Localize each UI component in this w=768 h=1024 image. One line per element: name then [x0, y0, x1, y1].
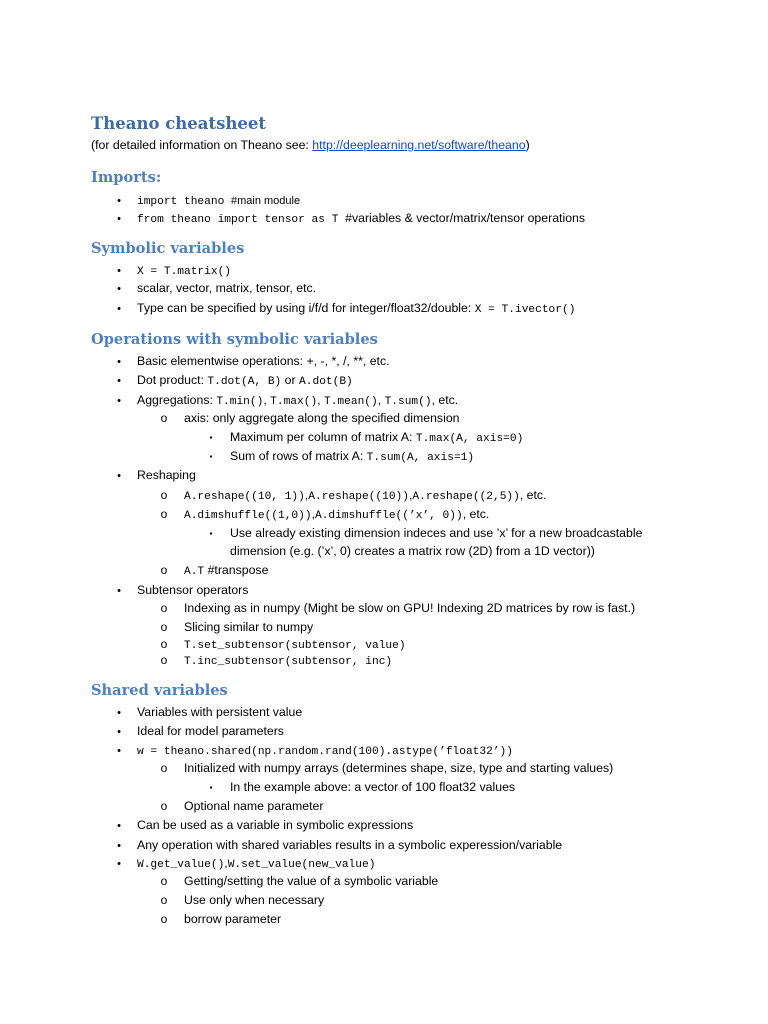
- bullet-level2: o: [160, 912, 168, 926]
- item-text: Sum of rows of matrix A:: [230, 449, 367, 463]
- list-item-inc-subtensor: [184, 652, 392, 670]
- bullet-level2: o: [160, 620, 168, 634]
- bullet-level2: o: [160, 761, 168, 775]
- list-item-sum-rows: [230, 448, 474, 466]
- list-item-any-operation: Any operation with shared variables results in a symbolic experession/variable: [137, 838, 563, 852]
- bullet-level2: o: [160, 601, 168, 615]
- bullet-level2: o: [160, 488, 168, 502]
- section-heading-operations: Operations with symbolic variables: [91, 331, 378, 348]
- list-item-get-set-value: [137, 855, 375, 873]
- separator: ,: [409, 488, 413, 502]
- item-text: , etc.: [462, 507, 490, 521]
- bullet-level1: •: [117, 265, 121, 277]
- list-item-name-param: Optional name parameter: [184, 799, 324, 813]
- list-item-reshape: [184, 487, 547, 505]
- list-item-symbolic-expressions: Can be used as a variable in symbolic expressions: [137, 818, 414, 832]
- item-text: #transpose: [204, 563, 269, 577]
- subtitle-suffix: ): [525, 138, 530, 152]
- bullet-level1: •: [117, 283, 121, 295]
- item-text: , etc.: [431, 393, 459, 407]
- theano-docs-link[interactable]: http://deeplearning.net/software/theano: [312, 138, 526, 152]
- item-text: #main module: [231, 195, 301, 207]
- section-heading-shared-variables: Shared variables: [91, 682, 228, 699]
- bullet-level1: •: [117, 395, 121, 407]
- list-item-slicing: Slicing similar to numpy: [184, 620, 314, 634]
- bullet-level2: o: [160, 563, 168, 577]
- bullet-level1: •: [117, 858, 121, 870]
- bullet-level1: •: [117, 585, 121, 597]
- code-snippet: A.reshape((10)): [308, 491, 409, 503]
- list-item-types: scalar, vector, matrix, tensor, etc.: [137, 281, 317, 295]
- code-snippet: T.sum(): [384, 396, 432, 408]
- list-item-transpose: [184, 562, 268, 580]
- bullet-level1: •: [117, 820, 121, 832]
- bullet-level2: o: [160, 799, 168, 813]
- code-snippet: A.dimshuffle((’x’, 0)): [314, 510, 463, 522]
- list-item-borrow: borrow parameter: [184, 912, 282, 926]
- list-item-axis: axis: only aggregate along the specified dimension: [184, 411, 460, 425]
- code-snippet: T.set_subtensor(subtensor, value): [184, 640, 406, 652]
- code-snippet: T.dot(A, B): [207, 376, 282, 388]
- code-snippet: T.inc_subtensor(subtensor, inc): [184, 656, 393, 668]
- bullet-level3: ▪: [209, 529, 213, 538]
- bullet-level2: o: [160, 507, 168, 521]
- list-item-shared-def: [137, 742, 513, 760]
- list-item-type-spec: [137, 300, 575, 318]
- section-heading-imports: Imports:: [91, 169, 162, 186]
- bullet-level1: •: [117, 745, 121, 757]
- subtitle-prefix: (for detailed information on Theano see:: [91, 138, 313, 152]
- bullet-level3: ▪: [209, 433, 213, 442]
- code-snippet: W.get_value(): [137, 859, 225, 871]
- list-item-example: In the example above: a vector of 100 float32 values: [230, 780, 516, 794]
- list-item-import-theano: [137, 192, 300, 210]
- code-snippet: A.reshape((10, 1)): [184, 491, 305, 503]
- list-item-aggregations: [137, 392, 458, 410]
- bullet-level1: •: [117, 707, 121, 719]
- separator: ,: [304, 488, 309, 502]
- bullet-level1: •: [117, 470, 121, 482]
- separator: ,: [263, 393, 271, 407]
- list-item-dimshuffle-note: Use already existing dimension indeces and use ’x’ for a new broadcastable: [230, 526, 643, 540]
- section-heading-symbolic-variables: Symbolic variables: [91, 240, 245, 257]
- list-item-max-column: [230, 429, 523, 447]
- bullet-level1: •: [117, 840, 121, 852]
- bullet-level2: o: [160, 874, 168, 888]
- list-item-persistent: Variables with persistent value: [137, 705, 303, 719]
- bullet-level3: ▪: [209, 452, 213, 461]
- separator: ,: [311, 507, 315, 521]
- item-text: Aggregations:: [137, 393, 217, 407]
- bullet-level1: •: [117, 195, 121, 207]
- code-snippet: w = theano.shared(np.random.rand(100).astype(’float32’)): [137, 746, 513, 758]
- page-title: Theano cheatsheet: [91, 114, 266, 133]
- list-item-dimshuffle-note-cont: dimension (e.g. (’x’, 0) creates a matrix row (2D) from a 1D vector)): [230, 544, 595, 558]
- separator: ,: [377, 393, 385, 407]
- list-item-elementwise: Basic elementwise operations: +, -, *, /, **, etc.: [137, 354, 390, 368]
- bullet-level2: o: [160, 653, 168, 667]
- code-snippet: T.mean(): [324, 396, 378, 408]
- code-snippet: T.min(): [216, 396, 264, 408]
- list-item-matrix: [137, 262, 231, 280]
- code-snippet: A.T: [184, 566, 205, 578]
- item-text: , etc.: [519, 488, 547, 502]
- item-text: Type can be specified by using i/f/d for integer/float32/double:: [137, 301, 475, 315]
- code-snippet: T.max(A, axis=0): [415, 433, 524, 445]
- list-item-dot-product: [137, 372, 353, 390]
- item-text: #variables & vector/matrix/tensor operations: [345, 211, 586, 225]
- code-snippet: import theano: [137, 196, 231, 208]
- list-item-reshaping: Reshaping: [137, 468, 196, 482]
- item-text: Maximum per column of matrix A:: [230, 430, 416, 444]
- bullet-level2: o: [160, 637, 168, 651]
- bullet-level1: •: [117, 356, 121, 368]
- bullet-level3: ▪: [209, 783, 213, 792]
- bullet-level2: o: [160, 893, 168, 907]
- bullet-level1: •: [117, 303, 121, 315]
- list-item-dimshuffle: [184, 506, 489, 524]
- code-snippet: W.set_value(new_value): [227, 859, 376, 871]
- list-item-initialized: Initialized with numpy arrays (determines shape, size, type and starting values): [184, 761, 614, 775]
- list-item-indexing: Indexing as in numpy (Might be slow on GPU! Indexing 2D matrices by row is fast.): [184, 601, 636, 615]
- code-snippet: X = T.matrix(): [137, 266, 231, 278]
- code-snippet: T.max(): [270, 396, 318, 408]
- code-snippet: X = T.ivector(): [474, 304, 576, 316]
- bullet-level1: •: [117, 375, 121, 387]
- item-text: Dot product:: [137, 373, 208, 387]
- list-item-import-tensor: [137, 210, 585, 228]
- list-item-model-params: Ideal for model parameters: [137, 724, 284, 738]
- separator: ,: [224, 856, 228, 870]
- list-item-getting-setting: Getting/setting the value of a symbolic variable: [184, 874, 439, 888]
- list-item-subtensor: Subtensor operators: [137, 583, 249, 597]
- subtitle: [91, 138, 530, 152]
- bullet-level2: o: [160, 411, 168, 425]
- code-snippet: A.dot(B): [299, 376, 353, 388]
- bullet-level1: •: [117, 726, 121, 738]
- code-snippet: A.dimshuffle((1,0)): [184, 510, 312, 522]
- code-snippet: T.sum(A, axis=1): [366, 452, 475, 464]
- code-snippet: A.reshape((2,5)): [412, 491, 520, 503]
- code-snippet: from theano import tensor as T: [137, 214, 346, 226]
- list-item-when-necessary: Use only when necessary: [184, 893, 325, 907]
- item-text: or: [281, 373, 300, 387]
- bullet-level1: •: [117, 213, 121, 225]
- separator: ,: [317, 393, 324, 407]
